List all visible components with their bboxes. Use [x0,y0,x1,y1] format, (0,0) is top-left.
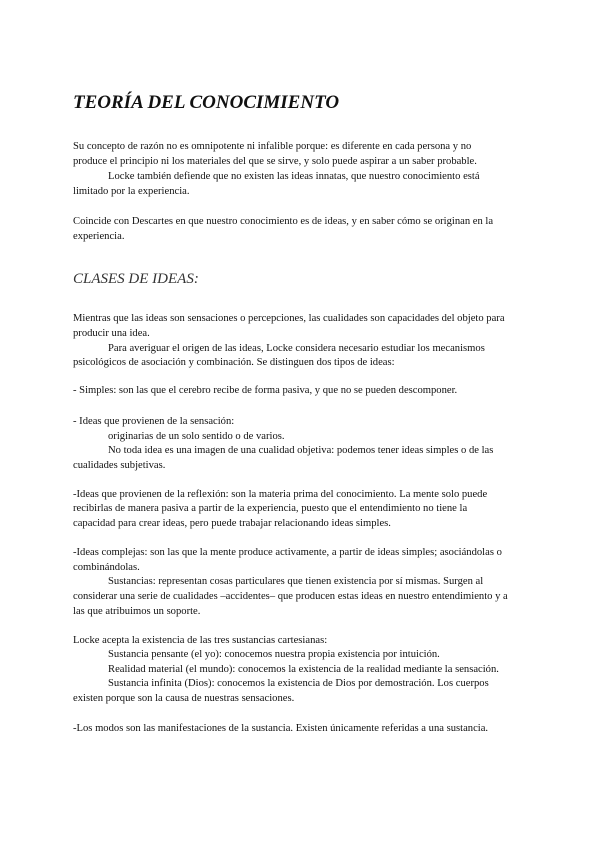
paragraph-line: originarias de un solo sentido o de varios. [108,431,285,442]
paragraph-line: Su concepto de razón no es omnipotente ni infalible porque: es diferente en cada persona y no [73,141,472,152]
paragraph-line: Coincide con Descartes en que nuestro conocimiento es de ideas, y en saber cómo se originan en la [73,216,494,227]
paragraph-line: cualidades subjetivas. [73,460,166,471]
paragraph-line: Locke también defiende que no existen las ideas innatas, que nuestro conocimiento está [108,171,480,182]
paragraph-line: capacidad para crear ideas, pero puede trabajar relacionando ideas simples. [73,518,391,529]
paragraph-line: Realidad material (el mundo): conocemos la existencia de la realidad mediante la sensación. [108,664,499,675]
paragraph-line: recibirlas de manera pasiva a partir de la experiencia, puesto que el entendimiento no tiene la [73,503,468,514]
paragraph-line: -Los modos son las manifestaciones de la sustancia. Existen únicamente referidas a una sustancia. [73,723,489,734]
paragraph-line: - Simples: son las que el cerebro recibe de forma pasiva, y que no se pueden descomponer. [73,385,458,396]
paragraph-line: existen porque son la causa de nuestras sensaciones. [73,693,295,704]
paragraph-line: Sustancia infinita (Dios): conocemos la existencia de Dios por demostración. Los cuerpos [108,678,489,689]
paragraph-line: Sustancias: representan cosas particulares que tienen existencia por sí mismas. Surgen al [108,576,484,587]
paragraph-line: Sustancia pensante (el yo): conocemos nuestra propia existencia por intuición. [108,649,440,660]
paragraph-line: psicológicos de asociación y combinación. Se distinguen dos tipos de ideas: [73,357,395,368]
paragraph-line: producir una idea. [73,328,150,339]
paragraph-line: limitado por la experiencia. [73,186,190,197]
section-title: CLASES DE IDEAS: [73,271,199,287]
paragraph-line: las que atribuimos un soporte. [73,606,201,617]
page-title: TEORÍA DEL CONOCIMIENTO [73,92,340,113]
paragraph-line: experiencia. [73,231,125,242]
paragraph-line: Para averiguar el origen de las ideas, Locke considera necesario estudiar los mecanismos [108,343,485,354]
paragraph-line: -Ideas complejas: son las que la mente produce activamente, a partir de ideas simples; asociándolas o [73,547,502,558]
paragraph-line: -Ideas que provienen de la reflexión: son la materia prima del conocimiento. La mente solo puede [73,489,488,500]
paragraph-line: Locke acepta la existencia de las tres sustancias cartesianas: [73,635,328,646]
paragraph-line: No toda idea es una imagen de una cualidad objetiva: podemos tener ideas simples o de las [108,445,494,456]
paragraph-line: produce el principio ni los materiales del que se sirve, y solo puede aspirar a un saber probable. [73,156,477,167]
paragraph-line: combinándolas. [73,562,140,573]
paragraph-line: Mientras que las ideas son sensaciones o percepciones, las cualidades son capacidades del objeto para [73,313,505,324]
paragraph-line: - Ideas que provienen de la sensación: [73,416,235,427]
paragraph-line: considerar una serie de cualidades –accidentes– que producen estas ideas en nuestro entendimiento y a [73,591,508,602]
